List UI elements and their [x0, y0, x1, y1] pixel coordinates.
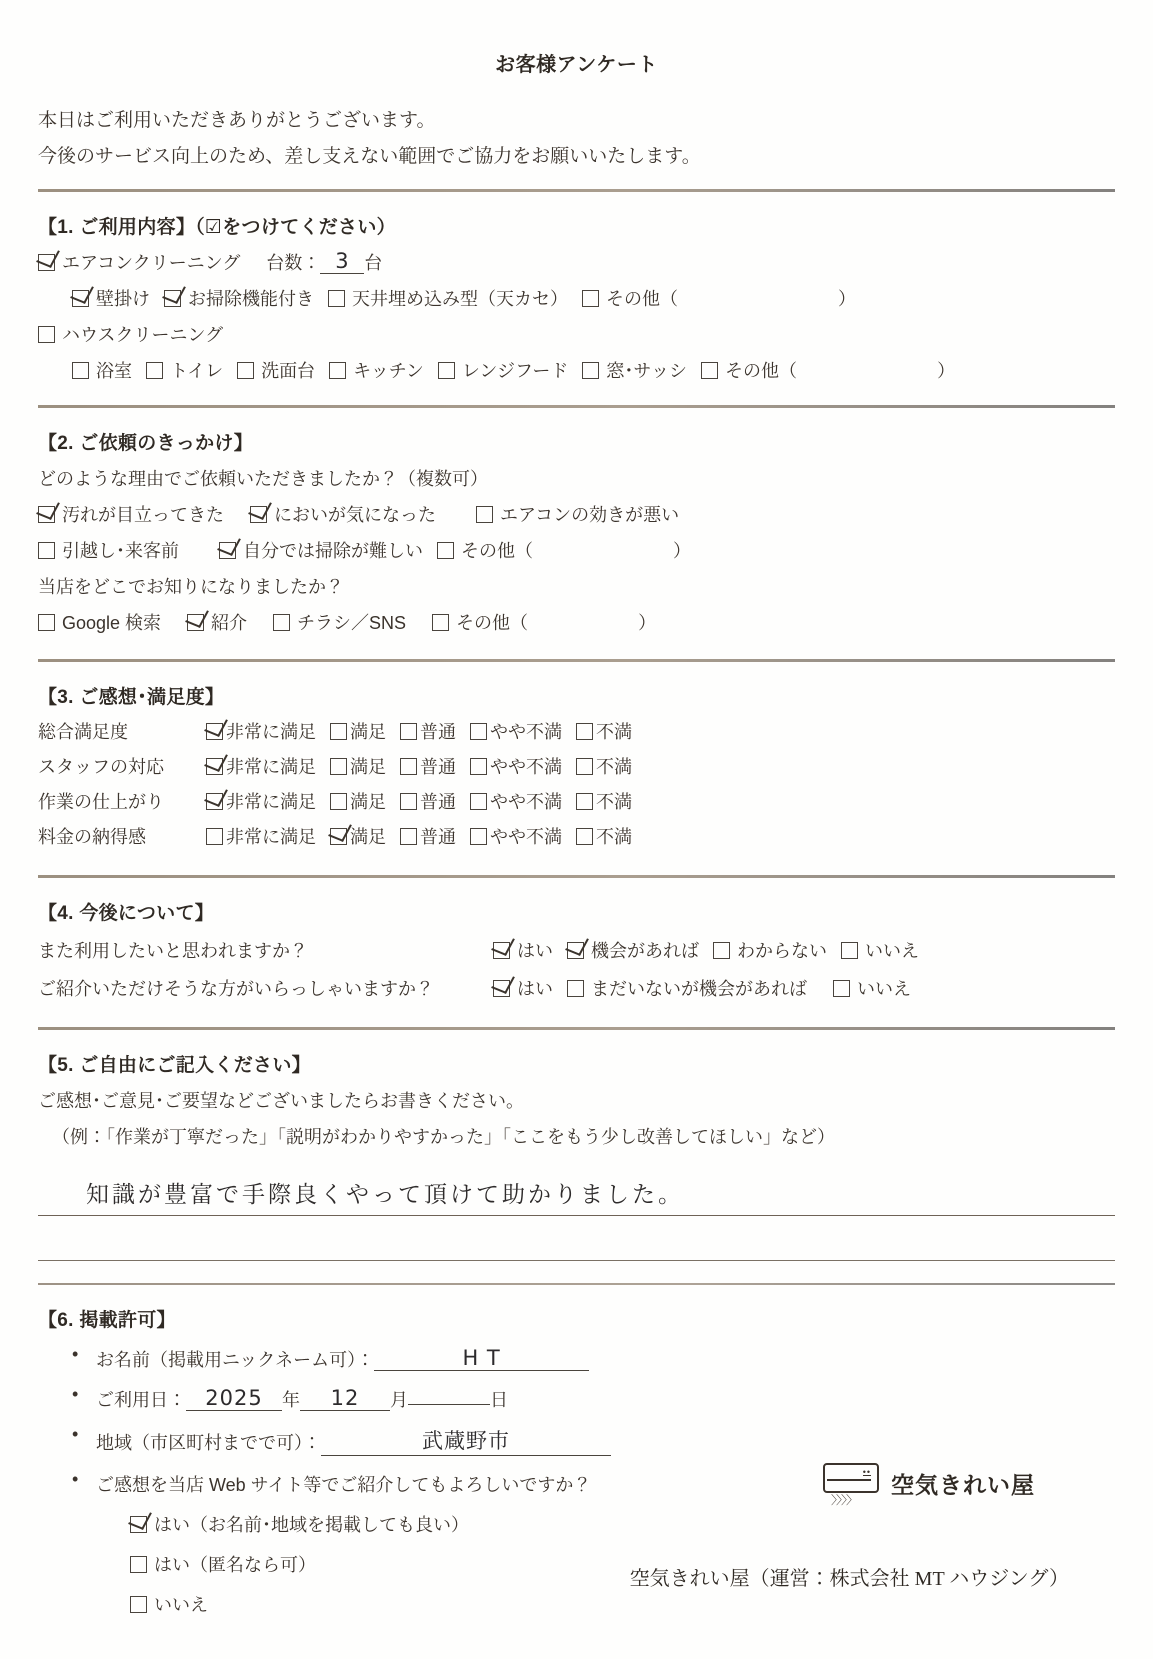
checkbox-box-icon	[400, 828, 417, 845]
checkbox-label: その他（	[725, 361, 798, 382]
checkbox-box-icon	[328, 290, 345, 307]
checkbox-consent-no[interactable]	[130, 1591, 208, 1617]
rating-label: 非常に満足	[226, 757, 316, 778]
checkbox-label: エアコンクリーニング	[62, 253, 241, 274]
section-6-heading: 【6. 掲載許可】	[38, 1310, 176, 1332]
aircon-type-row	[72, 285, 1115, 311]
checkbox-label: ハウスクリーニング	[62, 325, 224, 346]
satisfaction-row-overall	[38, 718, 1115, 744]
checkbox-box-icon	[219, 542, 236, 559]
section-5-prompt: ご感想･ご意見･ご要望などございましたらお書きください。	[38, 1091, 524, 1112]
checkbox-box-icon	[206, 828, 223, 845]
checkbox-consent-with-name[interactable]	[130, 1511, 469, 1537]
checkbox-box-icon	[330, 723, 347, 740]
checkbox-box-icon	[713, 942, 730, 959]
satisfaction-row-price	[38, 823, 1115, 849]
date-month-unit: 月	[390, 1390, 408, 1411]
satisfaction-row-label: スタッフの対応	[38, 757, 164, 778]
consent-option-row	[130, 1591, 1115, 1617]
section-1-heading: 【1. ご利用内容】（☑をつけてください）	[38, 217, 396, 239]
divider-1	[38, 189, 1115, 192]
checkbox-box-icon	[206, 793, 223, 810]
checkbox-box-icon	[237, 362, 254, 379]
area-input[interactable]: 武蔵野市	[321, 1425, 611, 1456]
brand-logo	[823, 1463, 1035, 1507]
checkbox-ceiling-embedded[interactable]	[328, 285, 568, 311]
satisfaction-row-label: 総合満足度	[38, 722, 128, 743]
section-2-question-2: 当店をどこでお知りになりましたか？	[38, 577, 344, 598]
rating-somewhat-dissatisfied[interactable]	[470, 753, 562, 779]
aircon-count-unit: 台	[364, 253, 383, 274]
checkbox-box-icon	[567, 980, 584, 997]
rating-label: 非常に満足	[226, 827, 316, 848]
rating-satisfied[interactable]	[330, 823, 386, 849]
checkbox-self-cleaning[interactable]	[164, 285, 314, 311]
checkbox-box-icon	[146, 362, 163, 379]
paren-close: ）	[937, 361, 956, 382]
rating-very-satisfied[interactable]	[206, 718, 316, 744]
checkbox-reuse-unsure[interactable]	[713, 937, 827, 963]
checkbox-flyer-sns[interactable]	[273, 609, 406, 635]
intro-line-1: 本日はご利用いただきありがとうございます。	[38, 110, 436, 131]
rating-satisfied[interactable]	[330, 718, 386, 744]
checkbox-label: キッチン	[353, 361, 424, 382]
checkbox-referral-yes[interactable]	[493, 975, 553, 1001]
checkbox-kitchen[interactable]	[329, 357, 424, 383]
checkbox-box-icon	[576, 828, 593, 845]
checkbox-range-hood[interactable]	[438, 357, 569, 383]
checkbox-label: 壁掛け	[96, 289, 150, 310]
checkbox-box-icon	[330, 793, 347, 810]
checkbox-box-icon	[576, 793, 593, 810]
checkbox-box-icon	[493, 942, 510, 959]
section-2-trigger	[38, 428, 1115, 635]
checkbox-label: まだいないが機会があれば	[591, 979, 807, 1000]
section-4-future	[38, 898, 1115, 1001]
section-3-satisfaction	[38, 682, 1115, 849]
rating-neutral[interactable]	[400, 753, 456, 779]
rating-satisfied[interactable]	[330, 788, 386, 814]
checkbox-box-icon	[833, 980, 850, 997]
area-field-row	[38, 1426, 1115, 1457]
date-year-input[interactable]: 2025	[186, 1386, 282, 1411]
checkbox-box-icon	[38, 326, 55, 343]
checkbox-box-icon	[470, 723, 487, 740]
checkbox-label: 自分では掃除が難しい	[243, 541, 423, 562]
checkbox-referral[interactable]	[187, 609, 247, 635]
date-field-row	[38, 1386, 1115, 1412]
divider-2	[38, 405, 1115, 408]
satisfaction-row-label: 料金の納得感	[38, 827, 146, 848]
checkbox-source-other[interactable]	[432, 609, 528, 635]
checkbox-box-icon	[437, 542, 454, 559]
section-2-heading: 【2. ご依頼のきっかけ】	[38, 433, 254, 455]
checkbox-box-icon	[576, 723, 593, 740]
brand-logo-text: 空気きれい屋	[891, 1471, 1035, 1498]
checkbox-box-icon	[72, 290, 89, 307]
checkbox-referral-no[interactable]	[833, 975, 911, 1001]
checkbox-reuse-no[interactable]	[841, 937, 919, 963]
rating-somewhat-dissatisfied[interactable]	[470, 823, 562, 849]
checkbox-label: はい（匿名なら可）	[154, 1555, 316, 1576]
checkbox-reuse-if-opportunity[interactable]	[567, 937, 699, 963]
checkbox-toilet[interactable]	[146, 357, 223, 383]
footer-company-note: 空気きれい屋（運営：株式会社 MT ハウジング）	[629, 1568, 1069, 1590]
section-5-example: （例：「作業が丁寧だった」「説明がわかりやすかった」「ここをもう少し改善してほしい」など）	[52, 1127, 835, 1148]
rating-neutral[interactable]	[400, 718, 456, 744]
checkbox-label: はい	[517, 941, 553, 962]
checkbox-label: その他（	[606, 289, 678, 310]
checkbox-label: わからない	[737, 941, 827, 962]
checkbox-box-icon	[72, 362, 89, 379]
comment-write-area[interactable]	[38, 1171, 1115, 1261]
rating-label: やや不満	[490, 827, 562, 848]
checkbox-label: 紹介	[211, 613, 248, 634]
future-question: また利用したいと思われますか？	[38, 941, 308, 962]
checkbox-box-icon	[400, 758, 417, 775]
checkbox-box-icon	[250, 506, 267, 523]
consent-option-row	[130, 1511, 1115, 1537]
checkbox-box-icon	[841, 942, 858, 959]
date-day-unit: 日	[490, 1390, 508, 1411]
checkbox-label: 洗面台	[261, 361, 316, 382]
checkbox-bathroom[interactable]	[72, 357, 132, 383]
satisfaction-row-staff	[38, 753, 1115, 779]
checkbox-label: その他（	[456, 613, 529, 634]
checkbox-label: はい	[517, 979, 553, 1000]
checkbox-label: いいえ	[865, 941, 919, 962]
handwritten-comment: 知識が豊富で手際良くやって頂けて助かりました。	[86, 1182, 684, 1209]
paren-close: ）	[638, 613, 657, 634]
comment-line-1[interactable]	[38, 1171, 1115, 1216]
intro-line-2: 今後のサービス向上のため、差し支えない範囲でご協力をお願いいたします。	[38, 146, 701, 168]
checkbox-box-icon	[701, 362, 718, 379]
checkbox-box-icon	[330, 828, 347, 845]
checkbox-box-icon	[187, 614, 204, 631]
checkbox-box-icon	[38, 614, 55, 631]
rating-dissatisfied[interactable]	[576, 788, 632, 814]
rating-dissatisfied[interactable]	[576, 823, 632, 849]
checkbox-box-icon	[130, 1596, 147, 1613]
section-4-heading: 【4. 今後について】	[38, 903, 215, 925]
checkbox-box-icon	[432, 614, 449, 631]
checkbox-aircon-cleaning[interactable]	[38, 249, 240, 275]
checkbox-washbasin[interactable]	[237, 357, 315, 383]
reason-row-1	[38, 501, 1115, 527]
checkbox-label: 引越し･来客前	[62, 541, 179, 562]
house-cleaning-row	[38, 321, 1115, 347]
checkbox-odor[interactable]	[250, 501, 436, 527]
rating-label: 不満	[596, 827, 632, 848]
date-month-input[interactable]: 12	[300, 1386, 390, 1411]
name-field-row	[38, 1346, 1115, 1372]
rating-label: 普通	[420, 792, 456, 813]
checkbox-aircon-other[interactable]	[582, 285, 678, 311]
checkbox-box-icon	[582, 290, 599, 307]
checkbox-box-icon	[438, 362, 455, 379]
checkbox-box-icon	[38, 254, 55, 271]
checkbox-box-icon	[329, 362, 346, 379]
rating-label: 非常に満足	[226, 722, 316, 743]
checkbox-referral-none-yet[interactable]	[567, 975, 807, 1001]
satisfaction-row-workmanship	[38, 788, 1115, 814]
aircon-count-input[interactable]: 3	[320, 249, 364, 274]
rating-label: 不満	[596, 792, 632, 813]
checkbox-box-icon	[470, 758, 487, 775]
checkbox-box-icon	[206, 758, 223, 775]
checkbox-box-icon	[164, 290, 181, 307]
reason-row-2	[38, 537, 1115, 563]
checkbox-box-icon	[470, 828, 487, 845]
checkbox-label: 機会があれば	[591, 941, 699, 962]
divider-6	[38, 1283, 1115, 1285]
date-day-input[interactable]	[408, 1404, 490, 1405]
checkbox-label: いいえ	[857, 979, 911, 1000]
checkbox-label: お掃除機能付き	[188, 289, 314, 310]
house-type-row	[72, 357, 1115, 383]
rating-very-satisfied[interactable]	[206, 788, 316, 814]
checkbox-box-icon	[130, 1556, 147, 1573]
section-3-heading: 【3. ご感想･満足度】	[38, 687, 225, 709]
checkbox-box-icon	[400, 723, 417, 740]
checkbox-box-icon	[576, 758, 593, 775]
checkbox-box-icon	[400, 793, 417, 810]
checkbox-box-icon	[273, 614, 290, 631]
rating-label: 満足	[350, 722, 386, 743]
intro-text	[38, 103, 1153, 175]
rating-label: 普通	[420, 722, 456, 743]
checkbox-label: その他（	[461, 541, 533, 562]
rating-somewhat-dissatisfied[interactable]	[470, 718, 562, 744]
rating-label: 不満	[596, 757, 632, 778]
checkbox-box-icon	[330, 758, 347, 775]
checkbox-house-other[interactable]	[701, 357, 797, 383]
checkbox-hard-to-clean-self[interactable]	[219, 537, 423, 563]
rating-very-satisfied[interactable]	[206, 753, 316, 779]
checkbox-box-icon	[206, 723, 223, 740]
checkbox-box-icon	[38, 506, 55, 523]
checkbox-label: 浴室	[96, 361, 132, 382]
checkbox-label: エアコンの効きが悪い	[500, 505, 680, 526]
name-input[interactable]: H T	[374, 1346, 589, 1371]
rating-label: やや不満	[490, 722, 562, 743]
future-question: ご紹介いただけそうな方がいらっしゃいますか？	[38, 979, 434, 1000]
source-row	[38, 609, 1115, 635]
paren-close: ）	[673, 541, 691, 562]
rating-neutral[interactable]	[400, 823, 456, 849]
rating-label: 非常に満足	[226, 792, 316, 813]
checkbox-box-icon	[582, 362, 599, 379]
checkbox-box-icon	[130, 1516, 147, 1533]
future-row-referral	[38, 975, 1115, 1001]
rating-label: 普通	[420, 827, 456, 848]
divider-3	[38, 659, 1115, 662]
page-title: お客様アンケート	[495, 54, 658, 76]
date-year-unit: 年	[282, 1390, 300, 1411]
checkbox-label: いいえ	[154, 1595, 208, 1616]
checkbox-reason-other[interactable]	[437, 537, 533, 563]
checkbox-box-icon	[38, 542, 55, 559]
checkbox-consent-anonymous[interactable]	[130, 1551, 316, 1577]
checkbox-label: 天井埋め込み型（天カセ）	[352, 289, 568, 310]
checkbox-dirt-noticeable[interactable]	[38, 501, 224, 527]
rating-label: 普通	[420, 757, 456, 778]
checkbox-label: はい（お名前･地域を掲載しても良い）	[154, 1515, 469, 1536]
rating-label: 満足	[350, 757, 386, 778]
checkbox-reuse-yes[interactable]	[493, 937, 553, 963]
rating-neutral[interactable]	[400, 788, 456, 814]
rating-label: 満足	[350, 827, 386, 848]
checkbox-label: Google 検索	[62, 613, 162, 634]
checkbox-google-search[interactable]	[38, 609, 161, 635]
area-label: • 地域（市区町村までで可）：	[96, 1433, 321, 1454]
web-consent-question: • ご感想を当店 Web サイト等でご紹介してもよろしいですか？	[96, 1475, 592, 1496]
aircon-count-label: 台数：	[266, 253, 321, 274]
section-5-heading: 【5. ご自由にご記入ください】	[38, 1055, 311, 1077]
rating-very-satisfied[interactable]	[206, 823, 316, 849]
checkbox-label: トイレ	[170, 361, 224, 382]
section-2-question-1: どのような理由でご依頼いただきましたか？（複数可）	[38, 469, 488, 490]
rating-label: やや不満	[490, 757, 562, 778]
checkbox-moving-or-guests[interactable]	[38, 537, 179, 563]
paren-close: ）	[838, 289, 856, 310]
aircon-cleaning-row	[38, 249, 1115, 275]
checkbox-window-sash[interactable]	[582, 357, 687, 383]
checkbox-house-cleaning[interactable]	[38, 321, 223, 347]
comment-line-2[interactable]	[38, 1216, 1115, 1261]
checkbox-label: レンジフード	[461, 361, 569, 382]
checkbox-label: 窓･サッシ	[606, 361, 688, 382]
rating-dissatisfied[interactable]	[576, 753, 632, 779]
rating-label: 不満	[596, 722, 632, 743]
checkbox-box-icon	[567, 942, 584, 959]
future-row-reuse	[38, 937, 1115, 963]
checkbox-label: 汚れが目立ってきた	[62, 505, 224, 526]
rating-somewhat-dissatisfied[interactable]	[470, 788, 562, 814]
section-1-usage	[38, 212, 1115, 383]
aircon-unit-icon: •• 〉〉〉〉	[823, 1463, 879, 1503]
rating-label: やや不満	[490, 792, 562, 813]
checkbox-wall-mounted[interactable]	[72, 285, 150, 311]
checkbox-label: チラシ／SNS	[297, 613, 407, 634]
rating-dissatisfied[interactable]	[576, 718, 632, 744]
section-5-free-comment	[38, 1050, 1115, 1149]
name-label: • お名前（掲載用ニックネーム可）：	[96, 1350, 375, 1371]
checkbox-box-icon	[470, 793, 487, 810]
date-label: • ご利用日：	[96, 1390, 186, 1411]
checkbox-box-icon	[476, 506, 493, 523]
checkbox-label: においが気になった	[274, 505, 436, 526]
rating-satisfied[interactable]	[330, 753, 386, 779]
rating-label: 満足	[350, 792, 386, 813]
checkbox-poor-cooling[interactable]	[476, 501, 679, 527]
satisfaction-row-label: 作業の仕上がり	[38, 792, 164, 813]
checkbox-box-icon	[493, 980, 510, 997]
divider-4	[38, 875, 1115, 878]
divider-5	[38, 1027, 1115, 1030]
